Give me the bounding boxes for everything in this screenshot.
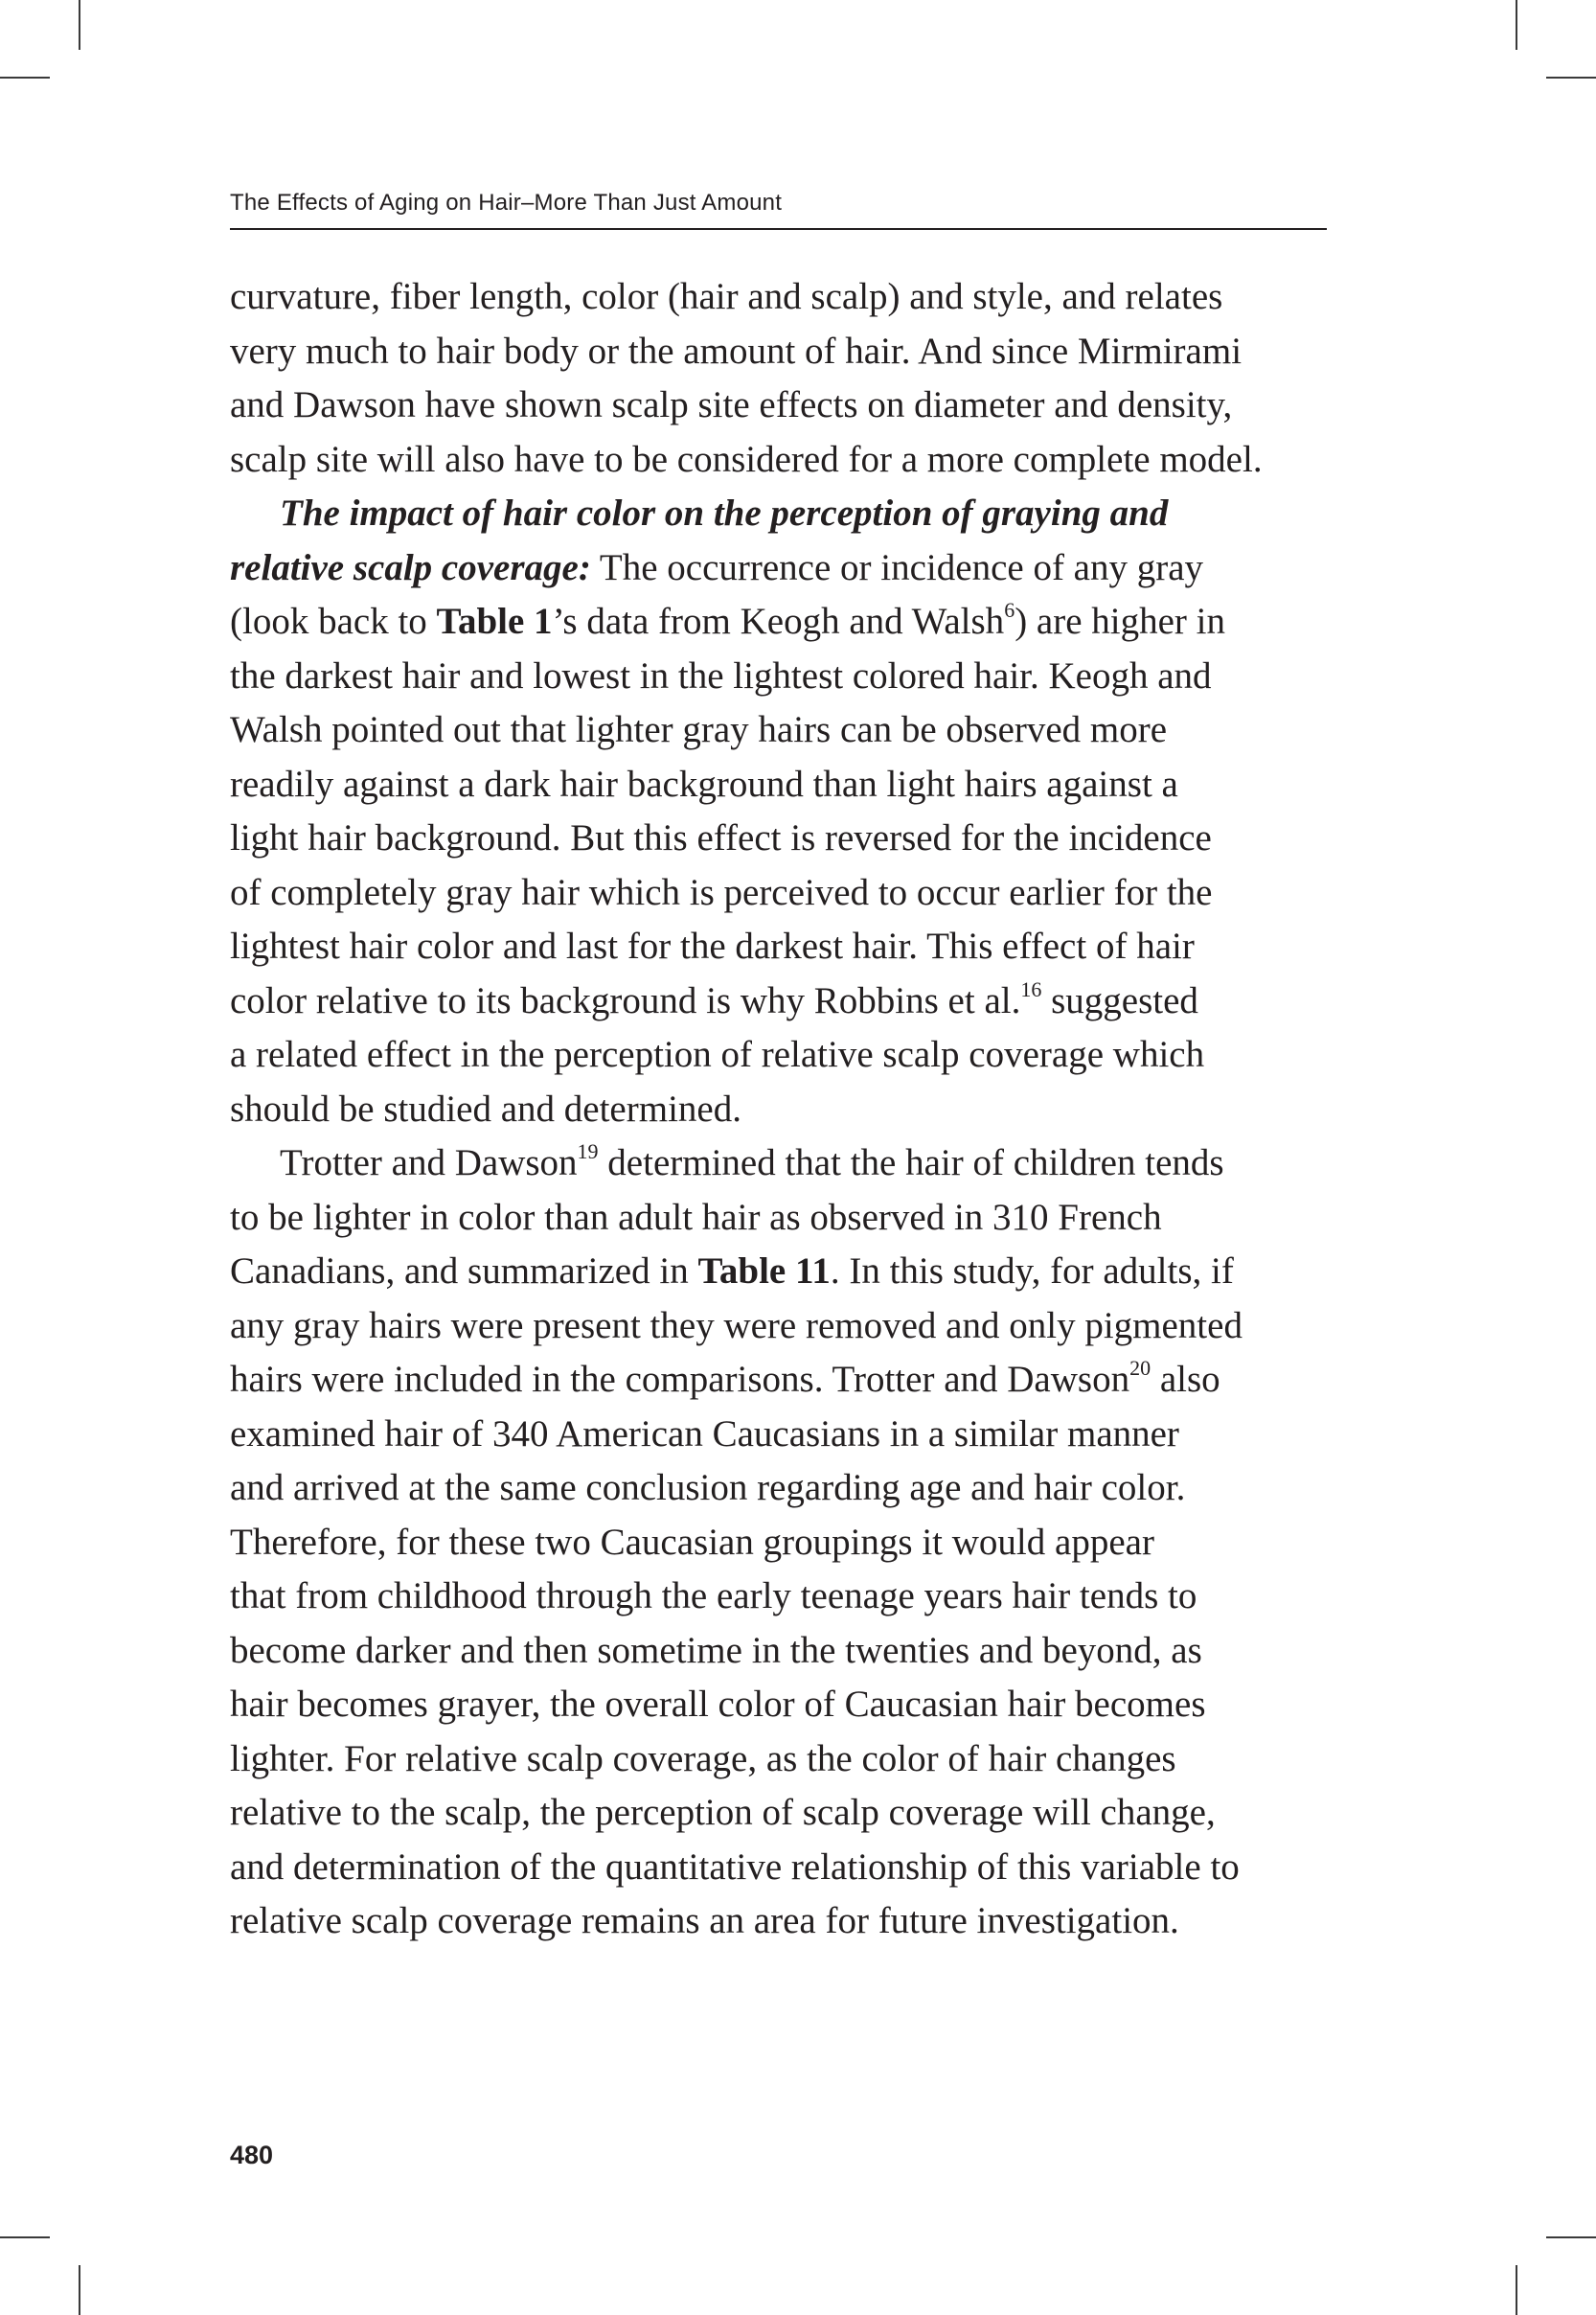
- table-reference: Table 11: [697, 1250, 831, 1292]
- text-line: a related effect in the perception of relative scalp coverage which: [230, 1034, 1205, 1075]
- crop-mark-top-right-vertical: [1516, 0, 1517, 50]
- text-span: Trotter and Dawson: [280, 1142, 578, 1183]
- table-reference: Table 1: [436, 601, 553, 642]
- crop-mark-bottom-left-vertical: [79, 2265, 80, 2315]
- running-header: [230, 190, 1327, 230]
- text-line: readily against a dark hair background than light hairs against a: [230, 763, 1178, 805]
- text-line: relative to the scalp, the perception of scalp coverage will change,: [230, 1792, 1216, 1833]
- running-title: The Effects of Aging on Hair–More Than Just Amount: [230, 190, 783, 216]
- text-line: curvature, fiber length, color (hair and scalp) and style, and relates: [230, 276, 1223, 317]
- text-line: [230, 1353, 1341, 1408]
- text-span: hairs were included in the comparisons. Trotter and Dawson: [230, 1359, 1130, 1400]
- text-span: . In this study, for adults, if: [830, 1250, 1234, 1292]
- text-line: lightest hair color and last for the darkest hair. This effect of hair: [230, 926, 1195, 967]
- text-line: and arrived at the same conclusion regarding age and hair color.: [230, 1467, 1186, 1508]
- text-span: Canadians, and summarized in: [230, 1250, 698, 1292]
- text-line: [230, 1245, 1341, 1299]
- page-number: 480: [230, 2141, 274, 2169]
- citation-superscript: 16: [1020, 976, 1042, 1001]
- text-span: ) are higher in: [1015, 601, 1226, 642]
- text-line: [230, 595, 1341, 650]
- text-line: become darker and then sometime in the twenties and beyond, as: [230, 1629, 1202, 1671]
- text-span: color relative to its background is why Robbins et al.: [230, 979, 1021, 1021]
- text-line: light hair background. But this effect is reversed for the incidence: [230, 817, 1212, 859]
- citation-superscript: 19: [577, 1139, 599, 1163]
- citation-superscript: 6: [1004, 598, 1015, 622]
- text-line: scalp site will also have to be considered for a more complete model.: [230, 438, 1263, 480]
- crop-mark-top-left-horizontal: [0, 77, 50, 79]
- crop-mark-bottom-right-horizontal: [1546, 2236, 1596, 2238]
- text-line: and Dawson have shown scalp site effects on diameter and density,: [230, 384, 1233, 425]
- text-line: that from childhood through the early teenage years hair tends to: [230, 1575, 1197, 1616]
- text-line: [230, 974, 1341, 1029]
- text-span: (look back to: [230, 601, 437, 642]
- text-line: relative scalp coverage remains an area for future investigation.: [230, 1900, 1179, 1941]
- text-span: The occurrence or incidence of any gray: [590, 546, 1204, 588]
- text-line: [230, 487, 1341, 541]
- paragraph-3: [230, 1136, 1341, 1949]
- text-span: also: [1151, 1359, 1220, 1400]
- text-line: [230, 1136, 1341, 1191]
- text-line: to be lighter in color than adult hair as observed in 310 French: [230, 1196, 1162, 1238]
- text-line: should be studied and determined.: [230, 1088, 741, 1130]
- text-span: ’s data from Keogh and Walsh: [552, 601, 1005, 642]
- text-line: examined hair of 340 American Caucasians in a similar manner: [230, 1412, 1179, 1455]
- text-line: the darkest hair and lowest in the lightest colored hair. Keogh and: [230, 654, 1212, 697]
- crop-mark-top-left-vertical: [79, 0, 80, 50]
- paragraph-2: [230, 487, 1341, 1136]
- text-line: hair becomes grayer, the overall color of Caucasian hair becomes: [230, 1684, 1206, 1725]
- text-span: determined that the hair of children tends: [598, 1142, 1224, 1183]
- text-line: [230, 541, 1341, 596]
- body-text: [230, 270, 1341, 1949]
- text-line: very much to hair body or the amount of hair. And since Mirmirami: [230, 330, 1243, 372]
- text-span: suggested: [1041, 979, 1198, 1021]
- paragraph-1: [230, 270, 1341, 487]
- crop-mark-bottom-right-vertical: [1516, 2265, 1517, 2315]
- text-line: Walsh pointed out that lighter gray hairs can be observed more: [230, 709, 1168, 750]
- text-line: any gray hairs were present they were removed and only pigmented: [230, 1304, 1243, 1346]
- text-line: and determination of the quantitative relationship of this variable to: [230, 1845, 1240, 1888]
- citation-superscript: 20: [1129, 1356, 1151, 1380]
- text-line: Therefore, for these two Caucasian groupings it would appear: [230, 1521, 1154, 1563]
- text-line: of completely gray hair which is perceived to occur earlier for the: [230, 871, 1213, 913]
- inline-heading: The impact of hair color on the perception of graying and: [280, 493, 1169, 534]
- crop-mark-top-right-horizontal: [1546, 77, 1596, 79]
- text-line: lighter. For relative scalp coverage, as the color of hair changes: [230, 1737, 1176, 1779]
- inline-heading: relative scalp coverage:: [230, 546, 591, 588]
- crop-mark-bottom-left-horizontal: [0, 2236, 50, 2238]
